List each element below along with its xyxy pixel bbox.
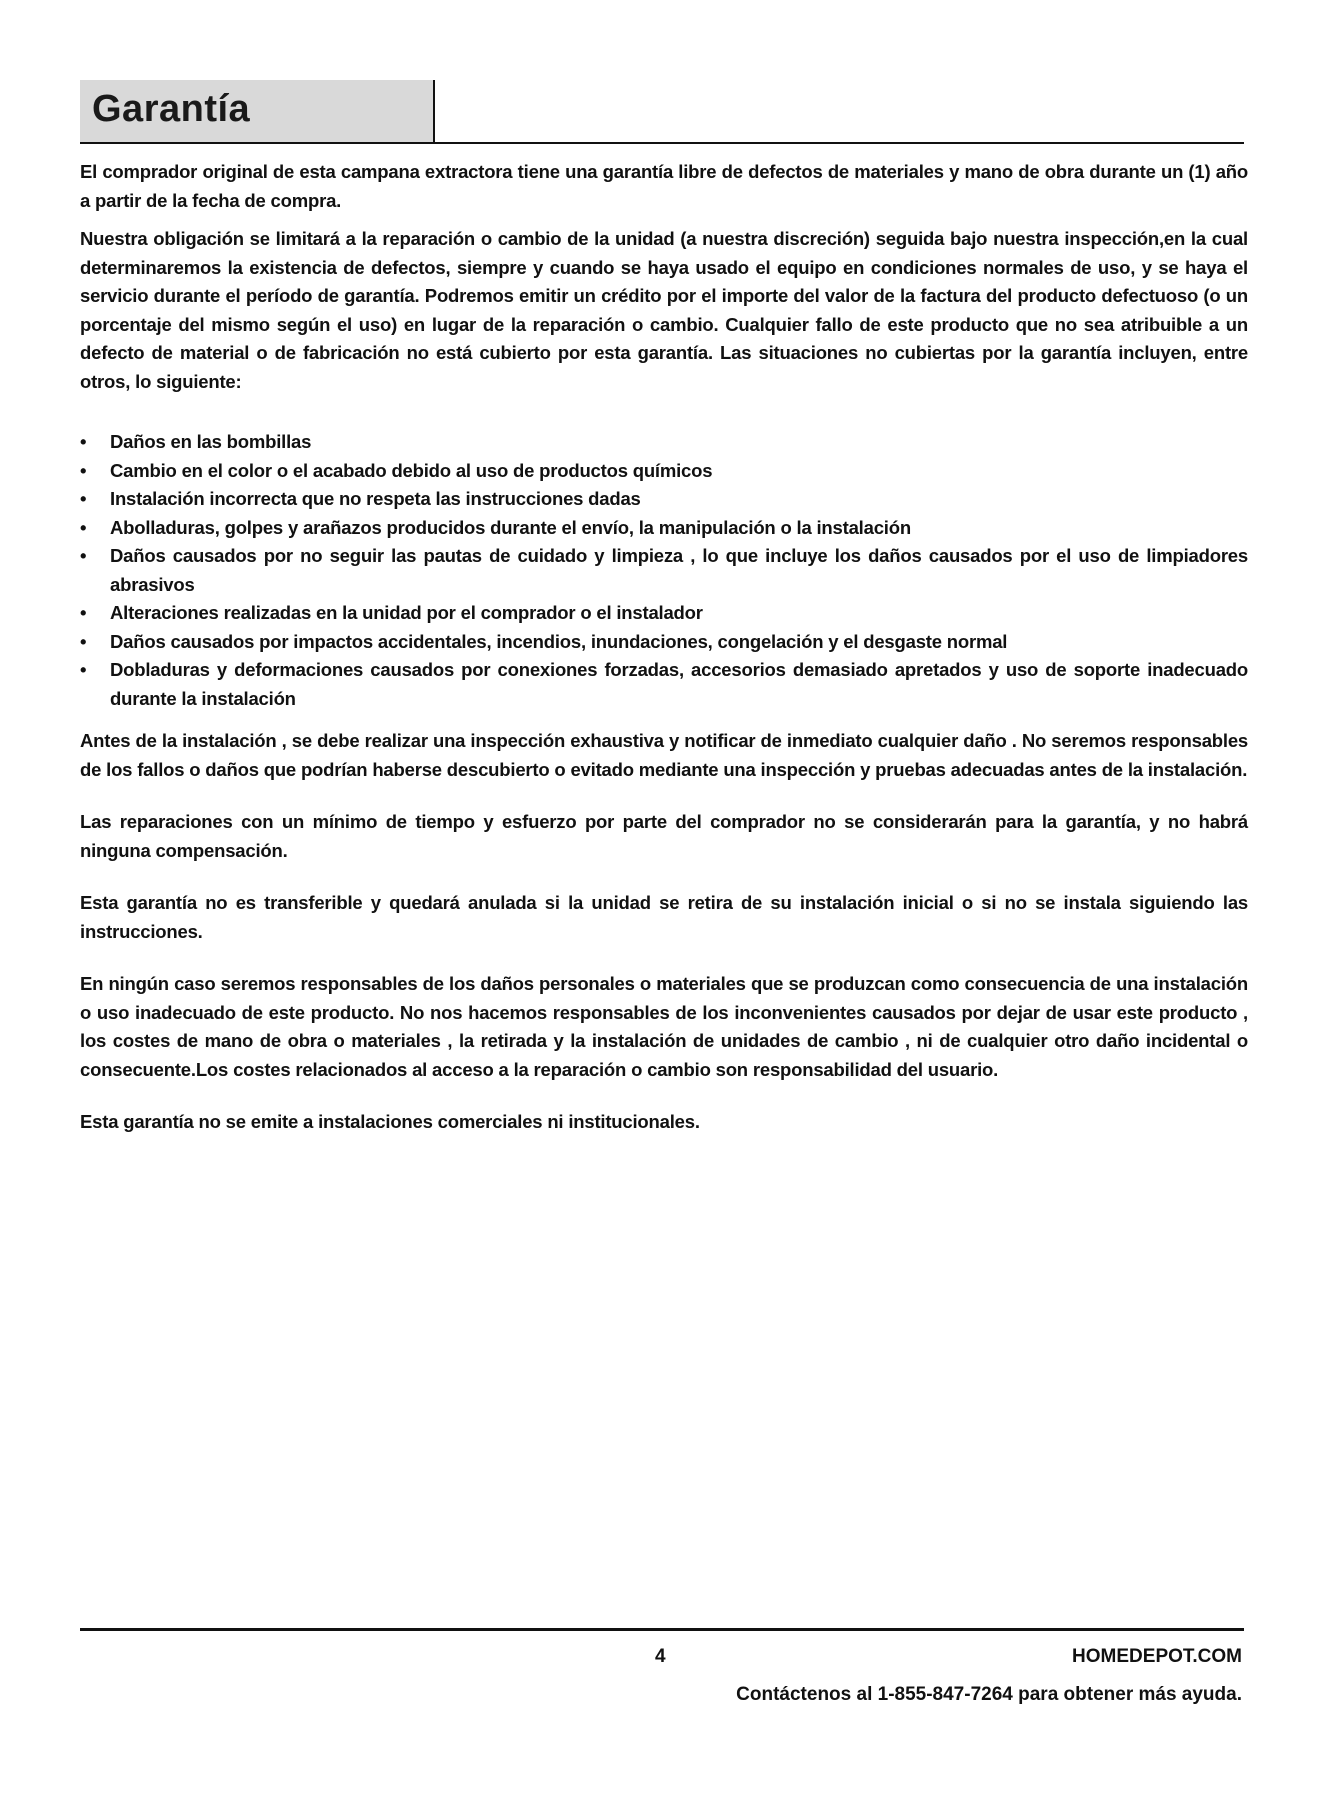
list-item	[80, 428, 1248, 457]
bullet-icon: •	[80, 488, 87, 509]
list-item-text: Daños en las bombillas	[110, 431, 312, 452]
contact-text: Contáctenos al 1-855-847-7264 para obtener más ayuda.	[736, 1684, 1242, 1705]
list-item	[80, 457, 1248, 486]
list-item-text: Daños causados por impactos accidentales, incendios, inundaciones, congelación y el desgaste normal	[110, 630, 1008, 652]
bullet-icon: •	[80, 602, 87, 623]
footer-divider	[80, 1628, 1244, 1631]
bullet-icon: •	[80, 630, 87, 652]
paragraph-transfer: Esta garantía no es transferible y quedará anulada si la unidad se retira de su instalación inicial o si no se instala siguiendo las instrucciones.	[80, 892, 1248, 942]
list-item-text: Abolladuras, golpes y arañazos producidos durante el envío, la manipulación o la instalación	[110, 516, 911, 538]
header-divider	[80, 142, 1244, 144]
title-box	[80, 80, 435, 143]
list-item	[80, 656, 1248, 713]
list-item	[80, 599, 1248, 628]
bullet-icon: •	[80, 659, 87, 680]
list-item	[80, 628, 1248, 657]
list-item	[80, 485, 1248, 514]
list-item	[80, 542, 1248, 599]
paragraph-inspection: Antes de la instalación , se debe realizar una inspección exhaustiva y notificar de inmediato cualquier daño . No seremos responsables de los fallos o daños que podrían haberse descubierto o evitado mediante una inspección y pruebas adecuadas antes de la instalación.	[80, 730, 1248, 780]
list-item-text: Instalación incorrecta que no respeta las instrucciones dadas	[110, 488, 641, 509]
section-header	[80, 80, 1244, 144]
list-item-text: Alteraciones realizadas en la unidad por el comprador o el instalador	[110, 602, 703, 623]
paragraph-liability: En ningún caso seremos responsables de los daños personales o materiales que se produzcan como consecuencia de una instalación o uso inadecuado de este producto. No nos hacemos responsables de los inconvenientes causados por dejar de usar este producto , los costes de mano de obra o materiales , la retirada y la instalación de unidades de cambio , ni de cualquier otro daño incidental o consecuente.Los costes relacionados al acceso a la reparación o cambio son responsabilidad del usuario.	[80, 973, 1248, 1080]
page-number: 4	[655, 1646, 666, 1667]
paragraph-obligation: Nuestra obligación se limitará a la reparación o cambio de la unidad (a nuestra discreción) seguida bajo nuestra inspección,en la cual determinaremos la existencia de defectos, siempre y cuando se haya usado el equipo en condiciones normales de uso, y se haya el servicio durante el período de garantía. Podremos emitir un crédito por el importe del valor de la factura del producto defectuoso (o un porcentaje del mismo según el uso) en lugar de la reparación o cambio. Cualquier fallo de este producto que no sea atribuible a un defecto de material o de fabricación no está cubierto por esta garantía. Las situaciones no cubiertas por la garantía incluyen, entre otros, lo siguiente:	[80, 228, 1248, 392]
warranty-content	[80, 158, 1248, 1147]
exclusions-list	[80, 428, 1248, 713]
list-item-text: Cambio en el color o el acabado debido al uso de productos químicos	[110, 459, 713, 481]
paragraph-repairs: Las reparaciones con un mínimo de tiempo y esfuerzo por parte del comprador no se considerarán para la garantía, y no habrá ninguna compensación.	[80, 811, 1248, 861]
paragraph-commercial: Esta garantía no se emite a instalaciones comerciales ni institucionales.	[80, 1111, 700, 1132]
list-item	[80, 514, 1248, 543]
bullet-icon: •	[80, 459, 87, 481]
website-text: HOMEDEPOT.COM	[1072, 1646, 1242, 1667]
list-item-text: Dobladuras y deformaciones causados por conexiones forzadas, accesorios demasiado apretados y uso de soporte inadecuado durante la instalación	[110, 659, 1248, 709]
paragraph-coverage: El comprador original de esta campana extractora tiene una garantía libre de defectos de materiales y mano de obra durante un (1) año a partir de la fecha de compra.	[80, 161, 1248, 211]
bullet-icon: •	[80, 545, 87, 566]
page-title: Garantía	[92, 88, 251, 130]
bullet-icon: •	[80, 431, 87, 452]
bullet-icon: •	[80, 516, 87, 538]
list-item-text: Daños causados por no seguir las pautas de cuidado y limpieza , lo que incluye los daños causados por el uso de limpiadores abrasivos	[110, 545, 1248, 595]
